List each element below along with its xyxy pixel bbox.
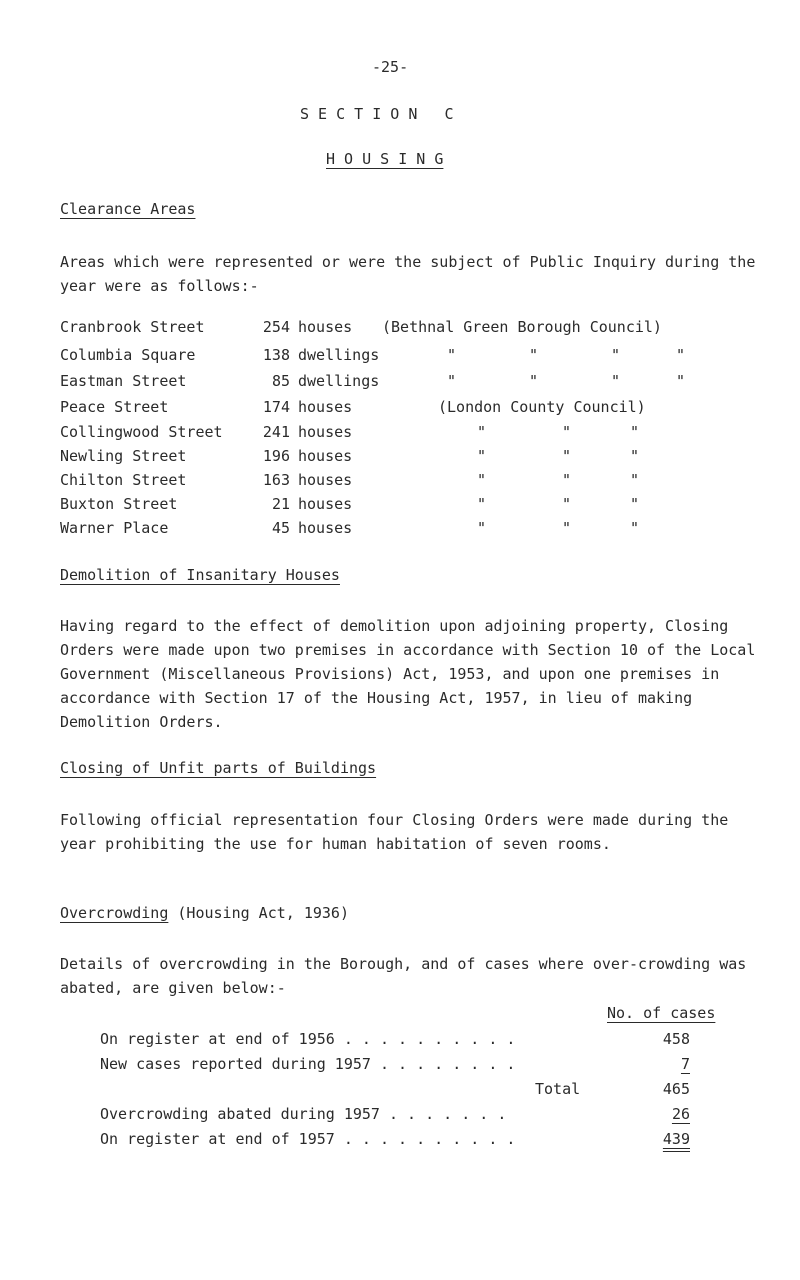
row-value: 26	[671, 1105, 690, 1123]
row-label: Overcrowding abated during 1957 . . . . . . .	[100, 1105, 507, 1123]
ditto-mark: "	[529, 372, 539, 390]
table-row	[0, 1080, 800, 1100]
ditto-mark: "	[562, 495, 572, 513]
clearance-row	[0, 447, 800, 467]
dwelling-type: houses	[298, 495, 353, 513]
ditto-mark: "	[529, 346, 539, 364]
street-name: Cranbrook Street	[60, 318, 205, 336]
clearance-row	[0, 423, 800, 443]
row-label: On register at end of 1956 . . . . . . . . . .	[100, 1030, 516, 1048]
clearance-row	[0, 519, 800, 539]
ditto-mark: "	[477, 471, 487, 489]
dwelling-count: 163	[262, 471, 290, 489]
street-name: Newling Street	[60, 447, 187, 465]
ditto-mark: "	[630, 423, 640, 441]
street-name: Buxton Street	[60, 495, 178, 513]
dwelling-type: houses	[298, 471, 353, 489]
street-name: Peace Street	[60, 398, 169, 416]
street-name: Columbia Square	[60, 346, 196, 364]
ditto-mark: "	[611, 372, 621, 390]
ditto-mark: "	[477, 495, 487, 513]
dwelling-count: 21	[271, 495, 290, 513]
section-title: S E C T I O N C	[300, 105, 454, 123]
clearance-row	[0, 318, 800, 338]
overcrowding-intro: Details of overcrowding in the Borough, and of cases where over-crowding was abated, are given below:-	[60, 955, 747, 997]
ditto-mark: "	[630, 519, 640, 537]
ditto-mark: "	[562, 519, 572, 537]
overcrowding-heading	[60, 904, 349, 922]
ditto-mark: "	[477, 519, 487, 537]
dwelling-type: houses	[298, 447, 353, 465]
dwelling-count: 138	[262, 346, 290, 364]
table-row	[0, 1130, 800, 1150]
clearance-row	[0, 471, 800, 491]
row-label: New cases reported during 1957 . . . . . . . .	[100, 1055, 516, 1073]
ditto-mark: "	[477, 447, 487, 465]
dwelling-type: dwellings	[298, 346, 380, 364]
row-value: 7	[680, 1055, 690, 1073]
authority: (Bethnal Green Borough Council)	[382, 318, 662, 336]
dwelling-count: 241	[262, 423, 290, 441]
street-name: Eastman Street	[60, 372, 187, 390]
ditto-mark: "	[562, 423, 572, 441]
demolition-text: Having regard to the effect of demolition upon adjoining property, Closing Orders were made upon two premises in accordance with Section 10 of the Local Government (Miscellaneous Provisions) Act, 1953, and upon one premises in accordance with Section 17 of the Housing Act, 1957, in lieu of making Demolition Orders.	[60, 617, 756, 731]
ditto-mark: "	[447, 346, 457, 364]
ditto-mark: "	[630, 495, 640, 513]
dwelling-type: houses	[298, 398, 353, 416]
dwelling-type: dwellings	[298, 372, 380, 390]
housing-heading: H O U S I N G	[326, 150, 444, 168]
cases-column-header: No. of cases	[607, 1004, 716, 1022]
overcrowding-act: (Housing Act, 1936)	[177, 904, 349, 922]
ditto-mark: "	[676, 372, 686, 390]
ditto-mark: "	[630, 471, 640, 489]
clearance-row	[0, 372, 800, 392]
dwelling-count: 196	[262, 447, 290, 465]
closing-text: Following official representation four Closing Orders were made during the year prohibiting the use for human habitation of seven rooms.	[60, 811, 729, 853]
table-row	[0, 1105, 800, 1125]
clearance-heading: Clearance Areas	[60, 200, 196, 218]
ditto-mark: "	[477, 423, 487, 441]
closing-heading: Closing of Unfit parts of Buildings	[60, 759, 377, 777]
ditto-mark: "	[562, 471, 572, 489]
total-label: Total	[535, 1080, 581, 1098]
dwelling-count: 85	[271, 372, 290, 390]
clearance-row	[0, 398, 800, 418]
row-value: 439	[662, 1130, 690, 1148]
ditto-mark: "	[611, 346, 621, 364]
demolition-heading: Demolition of Insanitary Houses	[60, 566, 340, 584]
dwelling-type: houses	[298, 519, 353, 537]
clearance-row	[0, 495, 800, 515]
street-name: Chilton Street	[60, 471, 187, 489]
dwelling-type: houses	[298, 423, 353, 441]
street-name: Warner Place	[60, 519, 169, 537]
clearance-row	[0, 346, 800, 366]
dwelling-count: 174	[262, 398, 290, 416]
authority: (London County Council)	[438, 398, 646, 416]
table-row	[0, 1055, 800, 1075]
dwelling-type: houses	[298, 318, 353, 336]
ditto-mark: "	[630, 447, 640, 465]
row-label: On register at end of 1957 . . . . . . . . . .	[100, 1130, 516, 1148]
clearance-intro: Areas which were represented or were the subject of Public Inquiry during the year were as follows:-	[60, 253, 756, 295]
dwelling-count: 45	[271, 519, 290, 537]
ditto-mark: "	[447, 372, 457, 390]
row-value: 458	[662, 1030, 690, 1048]
ditto-mark: "	[562, 447, 572, 465]
dwelling-count: 254	[262, 318, 290, 336]
table-row	[0, 1030, 800, 1050]
street-name: Collingwood Street	[60, 423, 223, 441]
overcrowding-title: Overcrowding	[60, 904, 169, 922]
ditto-mark: "	[676, 346, 686, 364]
row-value: 465	[662, 1080, 690, 1098]
page-number: -25-	[372, 58, 409, 76]
